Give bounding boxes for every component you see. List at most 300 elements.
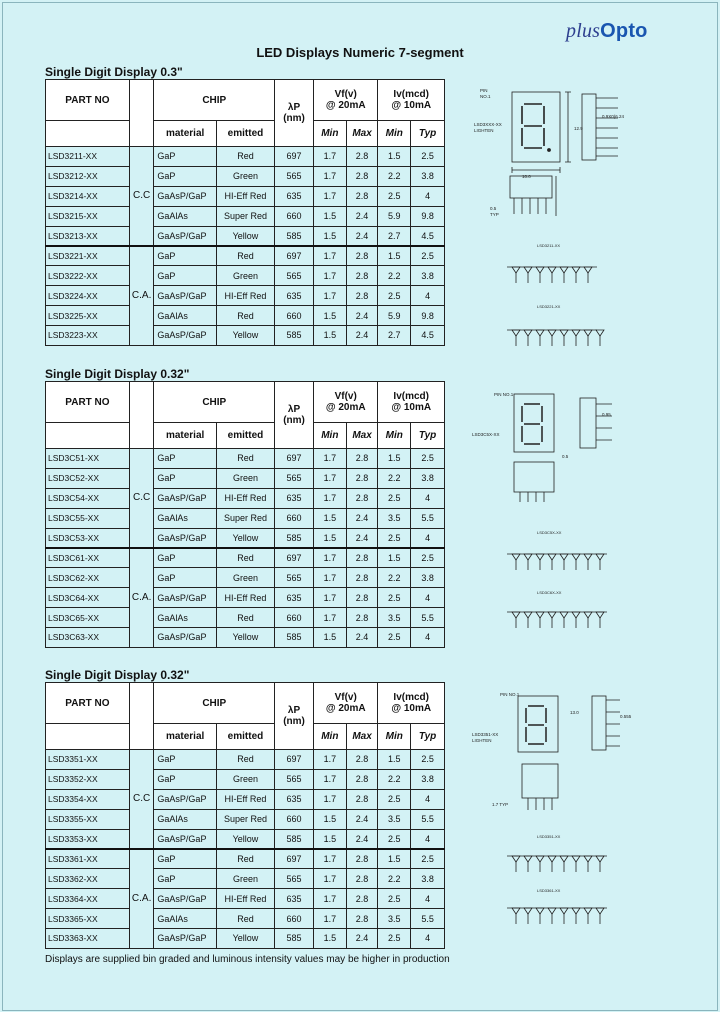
vf-min: 1.7 [313, 608, 346, 628]
part-number: LSD3361-XX [46, 849, 130, 869]
vf-max: 2.8 [346, 266, 378, 286]
table-row [46, 628, 445, 648]
table-row [46, 909, 445, 929]
col-header-chip: CHIP [154, 80, 275, 121]
iv-min: 2.2 [378, 769, 411, 789]
col-header-chip: CHIP [154, 683, 275, 724]
peak-wavelength: 697 [275, 548, 314, 568]
iv-min: 2.5 [378, 929, 411, 949]
emitted-color: HI-Eff Red [216, 488, 274, 508]
chip-material: GaP [154, 266, 216, 286]
peak-wavelength: 565 [275, 869, 314, 889]
iv-typ: 3.8 [411, 468, 445, 488]
iv-typ: 4 [411, 628, 445, 648]
part-number: LSD3225-XX [46, 306, 130, 326]
vf-min: 1.5 [313, 508, 346, 528]
peak-wavelength: 565 [275, 166, 314, 186]
table-row [46, 286, 445, 306]
table-row [46, 869, 445, 889]
iv-condition: @ 10mA [391, 402, 432, 413]
emitted-color: Red [216, 909, 274, 929]
part-number: LSD3C51-XX [46, 449, 130, 469]
part-number: LSD3C64-XX [46, 588, 130, 608]
part-number: LSD3214-XX [46, 186, 130, 206]
emitted-color: Red [216, 246, 274, 266]
vf-min: 1.7 [313, 468, 346, 488]
svg-text:1.7 TYP: 1.7 TYP [492, 802, 509, 807]
chip-material: GaP [154, 449, 216, 469]
svg-text:LSD3361-XX: LSD3361-XX [537, 888, 561, 893]
vf-max: 2.8 [346, 769, 378, 789]
table-row [46, 789, 445, 809]
part-number: LSD3C63-XX [46, 628, 130, 648]
part-number: LSD3223-XX [46, 326, 130, 346]
vf-min: 1.7 [313, 286, 346, 306]
part-number: LSD3215-XX [46, 206, 130, 226]
vf-min: 1.7 [313, 147, 346, 167]
part-number: LSD3212-XX [46, 166, 130, 186]
peak-wavelength: 565 [275, 468, 314, 488]
table-row [46, 468, 445, 488]
peak-wavelength: 660 [275, 508, 314, 528]
iv-min: 3.5 [378, 508, 411, 528]
vf-max: 2.8 [346, 869, 378, 889]
iv-typ: 4 [411, 286, 445, 306]
peak-wavelength: 697 [275, 849, 314, 869]
peak-wavelength: 660 [275, 306, 314, 326]
iv-typ: 4.5 [411, 326, 445, 346]
dimension-drawing-section-2 [452, 384, 712, 666]
vf-max: 2.8 [346, 608, 378, 628]
chip-material: GaAlAs [154, 508, 216, 528]
vf-max: 2.4 [346, 528, 378, 548]
dimension-drawing-section-1 [452, 82, 712, 364]
part-number: LSD3354-XX [46, 789, 130, 809]
iv-typ: 4 [411, 186, 445, 206]
peak-wavelength: 697 [275, 147, 314, 167]
emitted-color: HI-Eff Red [216, 186, 274, 206]
emitted-color: Green [216, 468, 274, 488]
brand-plus: plus [566, 20, 601, 42]
table-row [46, 488, 445, 508]
col-header-group [129, 382, 154, 449]
vf-max: 2.4 [346, 326, 378, 346]
iv-typ: 3.8 [411, 869, 445, 889]
iv-min: 5.9 [378, 306, 411, 326]
vf-max: 2.4 [346, 829, 378, 849]
col-header-emitted: emitted [216, 121, 274, 147]
vf-max: 2.8 [346, 588, 378, 608]
chip-material: GaP [154, 147, 216, 167]
brand-logo [566, 20, 648, 43]
iv-typ: 4.5 [411, 226, 445, 246]
col-header-wavelength [275, 683, 314, 750]
emitted-color: HI-Eff Red [216, 789, 274, 809]
col-header-blank [46, 724, 130, 750]
common-cathode-group: C.C [129, 449, 154, 548]
spec-table [45, 79, 445, 346]
vf-max: 2.8 [346, 186, 378, 206]
wavelength-label: λP [287, 705, 301, 716]
iv-typ: 4 [411, 789, 445, 809]
svg-text:LSD3211-XX: LSD3211-XX [537, 243, 561, 248]
part-number: LSD3C52-XX [46, 468, 130, 488]
part-number: LSD3C55-XX [46, 508, 130, 528]
chip-material: GaP [154, 849, 216, 869]
iv-min: 2.5 [378, 488, 411, 508]
chip-material: GaAsP/GaP [154, 929, 216, 949]
svg-text:12.9: 12.9 [574, 126, 583, 131]
iv-min: 1.5 [378, 449, 411, 469]
col-header-iv [378, 683, 445, 724]
table-row [46, 588, 445, 608]
col-header-material: material [154, 724, 216, 750]
peak-wavelength: 635 [275, 889, 314, 909]
vf-min: 1.5 [313, 829, 346, 849]
iv-typ: 9.8 [411, 206, 445, 226]
chip-material: GaAsP/GaP [154, 889, 216, 909]
vf-max: 2.4 [346, 929, 378, 949]
svg-text:LSD3351-XX: LSD3351-XX [537, 834, 561, 839]
iv-label: Iv(mcd) [393, 89, 429, 100]
peak-wavelength: 635 [275, 186, 314, 206]
emitted-color: Yellow [216, 528, 274, 548]
vf-max: 2.8 [346, 750, 378, 770]
emitted-color: Yellow [216, 326, 274, 346]
emitted-color: Green [216, 166, 274, 186]
emitted-color: Red [216, 147, 274, 167]
chip-material: GaAlAs [154, 909, 216, 929]
col-header-vf-min: Min [313, 121, 346, 147]
chip-material: GaP [154, 568, 216, 588]
col-header-part-no: PART NO [46, 80, 130, 121]
svg-text:0.9X0(6.24: 0.9X0(6.24 [602, 114, 625, 119]
iv-typ: 3.8 [411, 166, 445, 186]
emitted-color: Red [216, 849, 274, 869]
vf-min: 1.7 [313, 789, 346, 809]
iv-condition: @ 10mA [391, 703, 432, 714]
vf-max: 2.8 [346, 568, 378, 588]
svg-text:PIN NO.1: PIN NO.1 [494, 392, 514, 397]
peak-wavelength: 585 [275, 628, 314, 648]
vf-max: 2.8 [346, 286, 378, 306]
table-row [46, 829, 445, 849]
vf-min: 1.7 [313, 568, 346, 588]
emitted-color: Red [216, 750, 274, 770]
svg-text:0.5: 0.5 [490, 206, 497, 211]
section-title: Single Digit Display 0.3" [45, 65, 183, 79]
iv-min: 1.5 [378, 147, 411, 167]
chip-material: GaAsP/GaP [154, 628, 216, 648]
iv-min: 2.5 [378, 528, 411, 548]
part-number: LSD3213-XX [46, 226, 130, 246]
table-row [46, 568, 445, 588]
chip-material: GaAsP/GaP [154, 186, 216, 206]
emitted-color: Super Red [216, 206, 274, 226]
iv-min: 1.5 [378, 246, 411, 266]
table-row [46, 849, 445, 869]
iv-min: 2.2 [378, 468, 411, 488]
wavelength-label: λP [287, 404, 301, 415]
part-number: LSD3364-XX [46, 889, 130, 909]
iv-typ: 2.5 [411, 548, 445, 568]
col-header-vf-max: Max [346, 423, 378, 449]
vf-max: 2.8 [346, 548, 378, 568]
chip-material: GaAlAs [154, 809, 216, 829]
col-header-iv-min: Min [378, 724, 411, 750]
vf-min: 1.7 [313, 186, 346, 206]
vf-max: 2.4 [346, 206, 378, 226]
emitted-color: Red [216, 548, 274, 568]
iv-typ: 3.8 [411, 568, 445, 588]
emitted-color: Green [216, 869, 274, 889]
chip-material: GaAsP/GaP [154, 488, 216, 508]
iv-typ: 4 [411, 889, 445, 909]
chip-material: GaAsP/GaP [154, 588, 216, 608]
col-header-vf-min: Min [313, 724, 346, 750]
vf-min: 1.5 [313, 206, 346, 226]
svg-text:TYP: TYP [490, 212, 499, 217]
vf-min: 1.7 [313, 869, 346, 889]
part-number: LSD3352-XX [46, 769, 130, 789]
chip-material: GaP [154, 166, 216, 186]
peak-wavelength: 585 [275, 528, 314, 548]
part-number: LSD3C61-XX [46, 548, 130, 568]
col-header-iv-typ: Typ [411, 724, 445, 750]
svg-text:PIN NO.1: PIN NO.1 [500, 692, 520, 697]
iv-typ: 2.5 [411, 246, 445, 266]
iv-min: 1.5 [378, 849, 411, 869]
svg-text:LIGHTEN: LIGHTEN [474, 128, 494, 133]
chip-material: GaAlAs [154, 608, 216, 628]
table-row [46, 769, 445, 789]
iv-label: Iv(mcd) [393, 391, 429, 402]
chip-material: GaAsP/GaP [154, 528, 216, 548]
chip-material: GaP [154, 246, 216, 266]
svg-text:LSD3351-XX: LSD3351-XX [472, 732, 499, 737]
peak-wavelength: 697 [275, 449, 314, 469]
vf-min: 1.7 [313, 266, 346, 286]
table-row [46, 186, 445, 206]
chip-material: GaAsP/GaP [154, 226, 216, 246]
iv-min: 3.5 [378, 608, 411, 628]
iv-min: 2.5 [378, 829, 411, 849]
peak-wavelength: 660 [275, 809, 314, 829]
col-header-iv [378, 80, 445, 121]
table-row [46, 548, 445, 568]
iv-min: 2.2 [378, 568, 411, 588]
table-row [46, 147, 445, 167]
page-title: LED Displays Numeric 7-segment [256, 45, 464, 60]
svg-text:LSD3221-XX: LSD3221-XX [537, 304, 561, 309]
vf-min: 1.5 [313, 929, 346, 949]
svg-text:LSD3C6X-XX: LSD3C6X-XX [537, 590, 562, 595]
iv-typ: 3.8 [411, 266, 445, 286]
chip-material: GaAlAs [154, 306, 216, 326]
vf-max: 2.8 [346, 889, 378, 909]
table-row [46, 166, 445, 186]
iv-typ: 2.5 [411, 750, 445, 770]
vf-min: 1.5 [313, 809, 346, 829]
svg-text:0.5: 0.5 [562, 454, 569, 459]
brand-opto: Opto [600, 20, 648, 42]
iv-min: 2.7 [378, 326, 411, 346]
iv-typ: 4 [411, 528, 445, 548]
emitted-color: Green [216, 568, 274, 588]
vf-label: Vf(v) [334, 692, 357, 703]
col-header-part-no: PART NO [46, 382, 130, 423]
iv-typ: 5.5 [411, 608, 445, 628]
vf-min: 1.5 [313, 306, 346, 326]
vf-min: 1.5 [313, 628, 346, 648]
iv-min: 2.2 [378, 266, 411, 286]
peak-wavelength: 660 [275, 608, 314, 628]
vf-max: 2.4 [346, 226, 378, 246]
chip-material: GaAsP/GaP [154, 326, 216, 346]
peak-wavelength: 585 [275, 226, 314, 246]
iv-min: 5.9 [378, 206, 411, 226]
col-header-material: material [154, 423, 216, 449]
vf-min: 1.7 [313, 750, 346, 770]
dimension-drawing-section-3 [452, 686, 712, 948]
vf-max: 2.8 [346, 849, 378, 869]
table-row [46, 306, 445, 326]
iv-typ: 5.5 [411, 809, 445, 829]
iv-typ: 2.5 [411, 849, 445, 869]
part-number: LSD3C54-XX [46, 488, 130, 508]
vf-condition: @ 20mA [325, 703, 366, 714]
peak-wavelength: 635 [275, 789, 314, 809]
vf-max: 2.4 [346, 809, 378, 829]
svg-text:LIGHTEN: LIGHTEN [472, 738, 492, 743]
part-number: LSD3355-XX [46, 809, 130, 829]
table-row [46, 246, 445, 266]
vf-min: 1.5 [313, 326, 346, 346]
vf-max: 2.4 [346, 306, 378, 326]
col-header-blank [46, 121, 130, 147]
vf-max: 2.8 [346, 246, 378, 266]
peak-wavelength: 635 [275, 286, 314, 306]
common-cathode-group: C.C [129, 750, 154, 849]
iv-min: 2.2 [378, 869, 411, 889]
vf-min: 1.7 [313, 246, 346, 266]
iv-typ: 4 [411, 829, 445, 849]
peak-wavelength: 635 [275, 488, 314, 508]
col-header-emitted: emitted [216, 423, 274, 449]
peak-wavelength: 660 [275, 206, 314, 226]
vf-max: 2.8 [346, 468, 378, 488]
peak-wavelength: 565 [275, 769, 314, 789]
section-title: Single Digit Display 0.32" [45, 367, 190, 381]
table-row [46, 528, 445, 548]
iv-condition: @ 10mA [391, 100, 432, 111]
chip-material: GaAlAs [154, 206, 216, 226]
emitted-color: HI-Eff Red [216, 588, 274, 608]
iv-typ: 5.5 [411, 909, 445, 929]
col-header-chip: CHIP [154, 382, 275, 423]
table-row [46, 750, 445, 770]
part-number: LSD3C53-XX [46, 528, 130, 548]
svg-text:0.95: 0.95 [602, 412, 611, 417]
iv-min: 3.5 [378, 809, 411, 829]
table-row [46, 226, 445, 246]
iv-typ: 2.5 [411, 147, 445, 167]
peak-wavelength: 660 [275, 909, 314, 929]
iv-min: 2.5 [378, 286, 411, 306]
iv-typ: 2.5 [411, 449, 445, 469]
footnote: Displays are supplied bin graded and luminous intensity values may be higher in production [45, 954, 450, 965]
svg-text:LSD3C5X-XX: LSD3C5X-XX [537, 530, 562, 535]
peak-wavelength: 697 [275, 246, 314, 266]
part-number: LSD3221-XX [46, 246, 130, 266]
vf-min: 1.7 [313, 909, 346, 929]
col-header-vf [313, 683, 377, 724]
common-cathode-group: C.C [129, 147, 154, 246]
chip-material: GaP [154, 548, 216, 568]
iv-min: 2.5 [378, 186, 411, 206]
emitted-color: Red [216, 608, 274, 628]
vf-min: 1.7 [313, 449, 346, 469]
chip-material: GaAsP/GaP [154, 286, 216, 306]
col-header-blank [46, 423, 130, 449]
common-anode-group: C.A. [129, 548, 154, 647]
vf-min: 1.5 [313, 528, 346, 548]
part-number: LSD3C65-XX [46, 608, 130, 628]
vf-max: 2.4 [346, 628, 378, 648]
col-header-iv-min: Min [378, 423, 411, 449]
peak-wavelength: 585 [275, 929, 314, 949]
vf-min: 1.7 [313, 548, 346, 568]
emitted-color: Red [216, 306, 274, 326]
common-anode-group: C.A. [129, 849, 154, 948]
emitted-color: Yellow [216, 829, 274, 849]
chip-material: GaP [154, 468, 216, 488]
vf-min: 1.7 [313, 849, 346, 869]
table-row [46, 809, 445, 829]
part-number: LSD3351-XX [46, 750, 130, 770]
emitted-color: Red [216, 449, 274, 469]
vf-min: 1.7 [313, 588, 346, 608]
table-row [46, 508, 445, 528]
iv-min: 2.5 [378, 889, 411, 909]
peak-wavelength: 635 [275, 588, 314, 608]
vf-min: 1.7 [313, 166, 346, 186]
table-row [46, 326, 445, 346]
part-number: LSD3C62-XX [46, 568, 130, 588]
iv-min: 2.7 [378, 226, 411, 246]
col-header-vf-max: Max [346, 121, 378, 147]
vf-max: 2.8 [346, 449, 378, 469]
iv-min: 2.5 [378, 588, 411, 608]
svg-text:LSD3XXX-XX: LSD3XXX-XX [474, 122, 502, 127]
iv-min: 3.5 [378, 909, 411, 929]
wavelength-unit: (nm) [283, 415, 305, 426]
vf-min: 1.5 [313, 226, 346, 246]
col-header-iv [378, 382, 445, 423]
col-header-iv-min: Min [378, 121, 411, 147]
table-row [46, 929, 445, 949]
part-number: LSD3363-XX [46, 929, 130, 949]
iv-typ: 4 [411, 588, 445, 608]
peak-wavelength: 585 [275, 829, 314, 849]
chip-material: GaP [154, 869, 216, 889]
table-row [46, 266, 445, 286]
vf-max: 2.8 [346, 789, 378, 809]
vf-min: 1.7 [313, 488, 346, 508]
col-header-part-no: PART NO [46, 683, 130, 724]
table-row [46, 608, 445, 628]
table-row [46, 449, 445, 469]
